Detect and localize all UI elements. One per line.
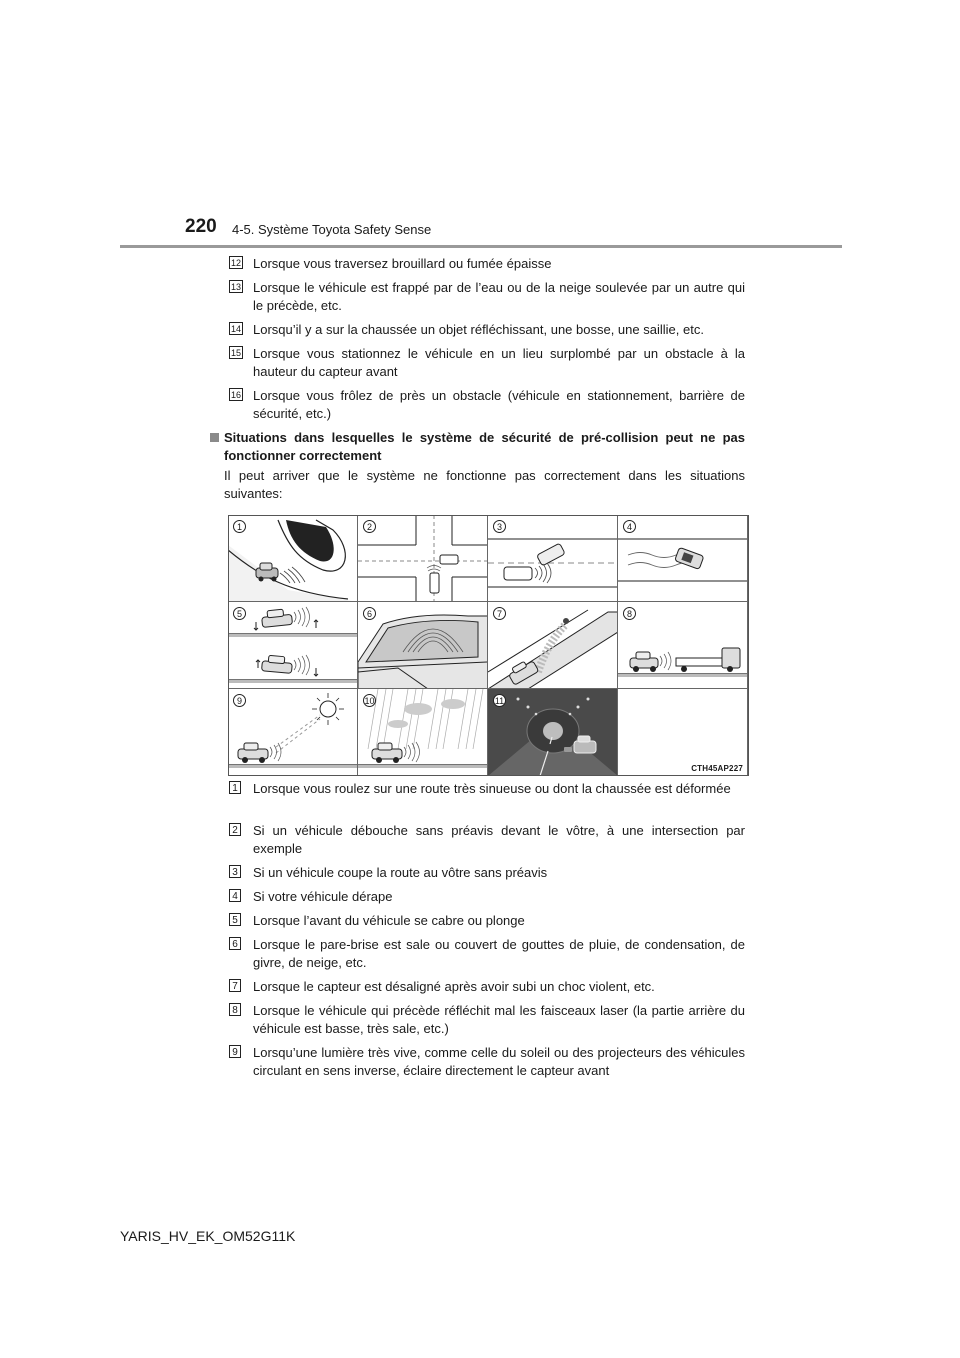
item-text: Lorsque l’avant du véhicule se cabre ou plonge — [253, 913, 525, 928]
item-number: 2 — [229, 823, 241, 836]
item-number: 12 — [230, 258, 241, 268]
panel-2 — [358, 515, 488, 602]
item-number: 7 — [229, 979, 241, 992]
item-number: 3 — [229, 865, 241, 878]
figure-code: CTH45AP227 — [691, 764, 743, 773]
list-item — [229, 279, 745, 315]
panel-number: 6 — [363, 607, 376, 620]
list-item — [229, 822, 745, 858]
panel-5 — [228, 602, 358, 689]
illustration-grid — [228, 515, 749, 776]
panel-empty — [618, 689, 748, 776]
list-item — [229, 255, 745, 273]
truck-rear-illustration — [618, 602, 748, 689]
item-text: Lorsqu’il y a sur la chaussée un objet réfléchissant, une bosse, une saillie, etc. — [253, 322, 704, 337]
list-item — [229, 912, 745, 930]
item-number: 8 — [229, 1003, 241, 1016]
subheading-text: Situations dans lesquelles le système de sécurité de pré-collision peut ne pas fonctionner correctement — [224, 430, 745, 463]
item-number: 16 — [230, 390, 241, 400]
item-text: Si un véhicule coupe la route au vôtre sans préavis — [253, 865, 548, 880]
list-item — [229, 864, 745, 882]
list-item — [229, 978, 745, 996]
item-text: Lorsque vous traversez brouillard ou fumée épaisse — [253, 256, 552, 271]
item-number: 9 — [229, 1045, 241, 1058]
skidding-illustration — [618, 515, 748, 602]
list-item — [229, 345, 745, 381]
item-number: 13 — [230, 282, 241, 292]
panel-number: 2 — [363, 520, 376, 533]
panel-1 — [228, 515, 358, 602]
tunnel-illustration — [488, 689, 618, 776]
dirty-windshield-illustration — [358, 602, 488, 689]
list-item — [229, 780, 745, 798]
panel-9 — [228, 689, 358, 776]
panel-11 — [488, 689, 618, 776]
panel-number: 5 — [233, 607, 246, 620]
item-text: Lorsque vous roulez sur une route très sinueuse ou dont la chaussée est déformée — [253, 781, 731, 796]
page-number: 220 — [185, 216, 217, 237]
list-item — [229, 1002, 745, 1038]
item-number: 4 — [229, 889, 241, 902]
item-number: 14 — [230, 324, 241, 334]
panel-number: 7 — [493, 607, 506, 620]
panel-number: 11 — [494, 696, 505, 706]
intersection-illustration — [358, 515, 488, 602]
panel-8 — [618, 602, 748, 689]
item-text: Si un véhicule débouche sans préavis devant le vôtre, à une intersection par exemple — [253, 823, 745, 856]
section-header: 4-5. Système Toyota Safety Sense — [232, 222, 432, 237]
panel-6 — [358, 602, 488, 689]
panel-7 — [488, 602, 618, 689]
misaligned-sensor-illustration — [488, 602, 618, 689]
list-item — [229, 321, 745, 339]
header-rule — [120, 245, 842, 248]
item-text: Lorsqu’une lumière très vive, comme celle du soleil ou des projecteurs des véhicules circulant en sens inverse, éclaire directement le capteur avant — [253, 1045, 745, 1078]
panel-number: 4 — [623, 520, 636, 533]
item-number: 6 — [229, 937, 241, 950]
item-text: Lorsque le capteur est désaligné après avoir subi un choc violent, etc. — [253, 979, 655, 994]
panel-number: 1 — [233, 520, 246, 533]
item-text: Lorsque le pare-brise est sale ou couvert de gouttes de pluie, de condensation, de givre, de neige, etc. — [253, 937, 745, 970]
item-text: Lorsque vous stationnez le véhicule en un lieu surplombé par un obstacle à la hauteur du capteur avant — [253, 346, 745, 379]
curvy-road-illustration — [228, 515, 358, 602]
panel-number: 10 — [364, 696, 375, 706]
square-bullet-icon — [210, 433, 219, 442]
item-text: Lorsque le véhicule est frappé par de l’eau ou de la neige soulevée par un autre qui le précède, etc. — [253, 280, 745, 313]
item-number: 15 — [230, 348, 241, 358]
subheading — [210, 429, 745, 465]
panel-number: 9 — [233, 694, 246, 707]
panel-number: 8 — [623, 607, 636, 620]
panel-10 — [358, 689, 488, 776]
cut-in-illustration — [488, 515, 618, 602]
item-text: Lorsque vous frôlez de près un obstacle (véhicule en stationnement, barrière de sécurité, etc.) — [253, 388, 745, 421]
list-item — [229, 1044, 745, 1080]
item-text: Si votre véhicule dérape — [253, 889, 393, 904]
heavy-rain-illustration — [358, 689, 488, 776]
item-number: 5 — [229, 913, 241, 926]
list-item — [229, 936, 745, 972]
item-text: Lorsque le véhicule qui précède réfléchit mal les faisceaux laser (la partie arrière du véhicule est basse, très sale, etc.) — [253, 1003, 745, 1036]
pitching-illustration — [228, 602, 358, 689]
list-item — [229, 387, 745, 423]
intro-paragraph: Il peut arriver que le système ne fonctionne pas correctement dans les situations suivantes: — [224, 468, 745, 501]
panel-number: 3 — [493, 520, 506, 533]
sun-glare-illustration — [228, 689, 358, 776]
panel-4 — [618, 515, 748, 602]
document-code: YARIS_HV_EK_OM52G11K — [120, 1228, 296, 1244]
list-item — [229, 888, 745, 906]
item-number: 1 — [229, 781, 241, 794]
panel-3 — [488, 515, 618, 602]
